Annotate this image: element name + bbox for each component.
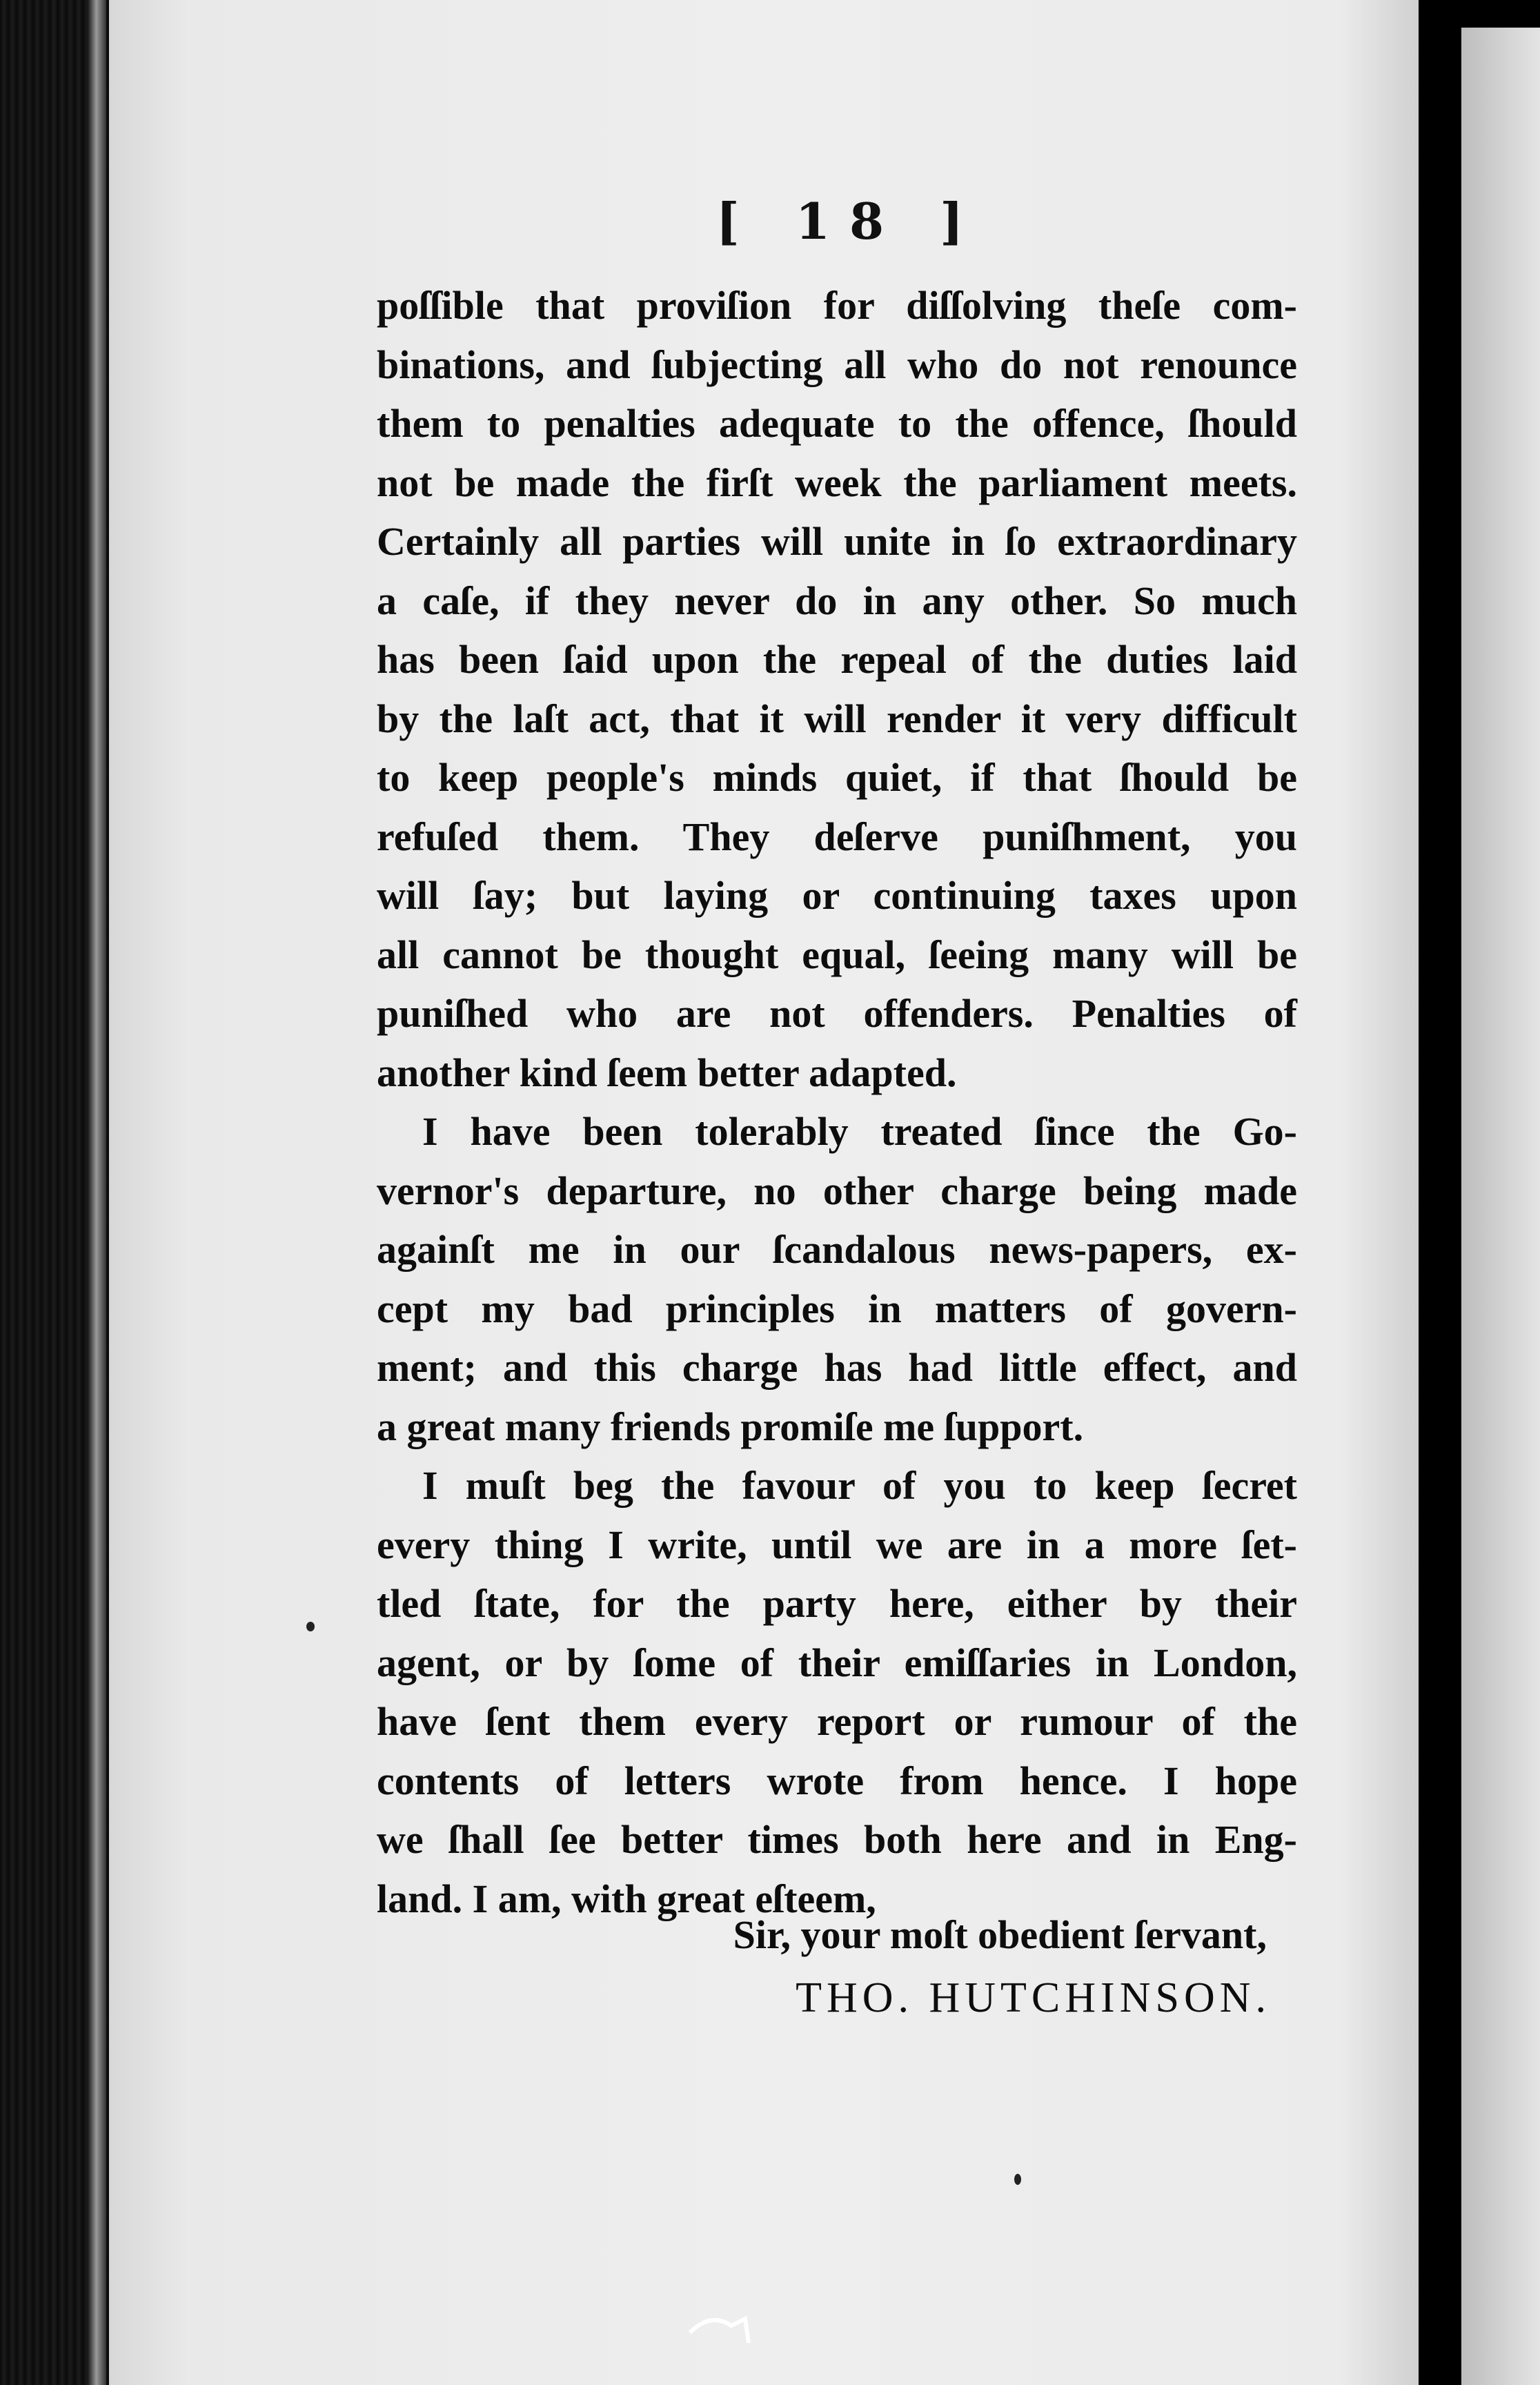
text-line: I have been tolerably treated ſince the Go- [422,1109,1297,1154]
paper-mark [683,2305,766,2346]
text-line: contents of letters wrote from hence. I hope [377,1758,1297,1803]
text-line: all cannot be thought equal, ſeeing many will be [377,932,1297,977]
text-line: Certainly all parties will unite in ſo extraordinary [377,519,1297,564]
text-line: have ſent them every report or rumour of the [377,1699,1297,1744]
text-line: vernor's departure, no other charge being made [377,1168,1297,1213]
ink-speck [1014,2174,1021,2185]
text-line: I muſt beg the favour of you to keep ſecret [422,1463,1297,1508]
text-line: refuſed them. They deſerve puniſhment, you [377,814,1297,859]
text-line: a great many friends promiſe me ſupport. [377,1404,1084,1449]
text-line: we ſhall ſee better times both here and in Eng- [377,1817,1297,1862]
text-line: a caſe, if they never do in any other. So much [377,578,1297,623]
facing-page-edge [1461,28,1540,2385]
text-line: againſt me in our ſcandalous news-papers, ex- [377,1227,1297,1272]
text-line: binations, and ſubjecting all who do not renounce [377,342,1297,387]
text-line: to keep people's minds quiet, if that ſhould be [377,755,1297,800]
body-text [377,276,1297,1928]
text-line: by the laſt act, that it will render it very difficult [377,696,1297,741]
text-line: agent, or by ſome of their emiſſaries in London, [377,1640,1297,1685]
text-line: them to penalties adequate to the offence, ſhould [377,401,1297,446]
letter-signature: THO. HUTCHINSON. [796,1974,1271,2021]
text-line: not be made the firſt week the parliament meets. [377,460,1297,505]
text-line: another kind ſeem better adapted. [377,1050,957,1095]
text-line: land. I am, with great eſteem, [377,1876,876,1921]
text-line: cept my bad principles in matters of govern- [377,1286,1297,1331]
page-number: [ 18 ] [715,192,983,251]
binding-edge [88,0,106,2385]
text-line: has been ſaid upon the repeal of the duties laid [377,637,1297,682]
text-line: poſſible that proviſion for diſſolving theſe com- [377,283,1297,328]
ink-speck [306,1622,315,1631]
text-line: tled ſtate, for the party here, either by their [377,1581,1297,1626]
text-line: will ſay; but laying or continuing taxes upon [377,873,1297,918]
text-line: puniſhed who are not offenders. Penalties of [377,991,1297,1036]
letter-closing: Sir, your moſt obedient ſervant, [733,1912,1267,1957]
text-line: every thing I write, until we are in a more ſet- [377,1522,1297,1567]
text-line: ment; and this charge has had little effect, and [377,1345,1297,1390]
